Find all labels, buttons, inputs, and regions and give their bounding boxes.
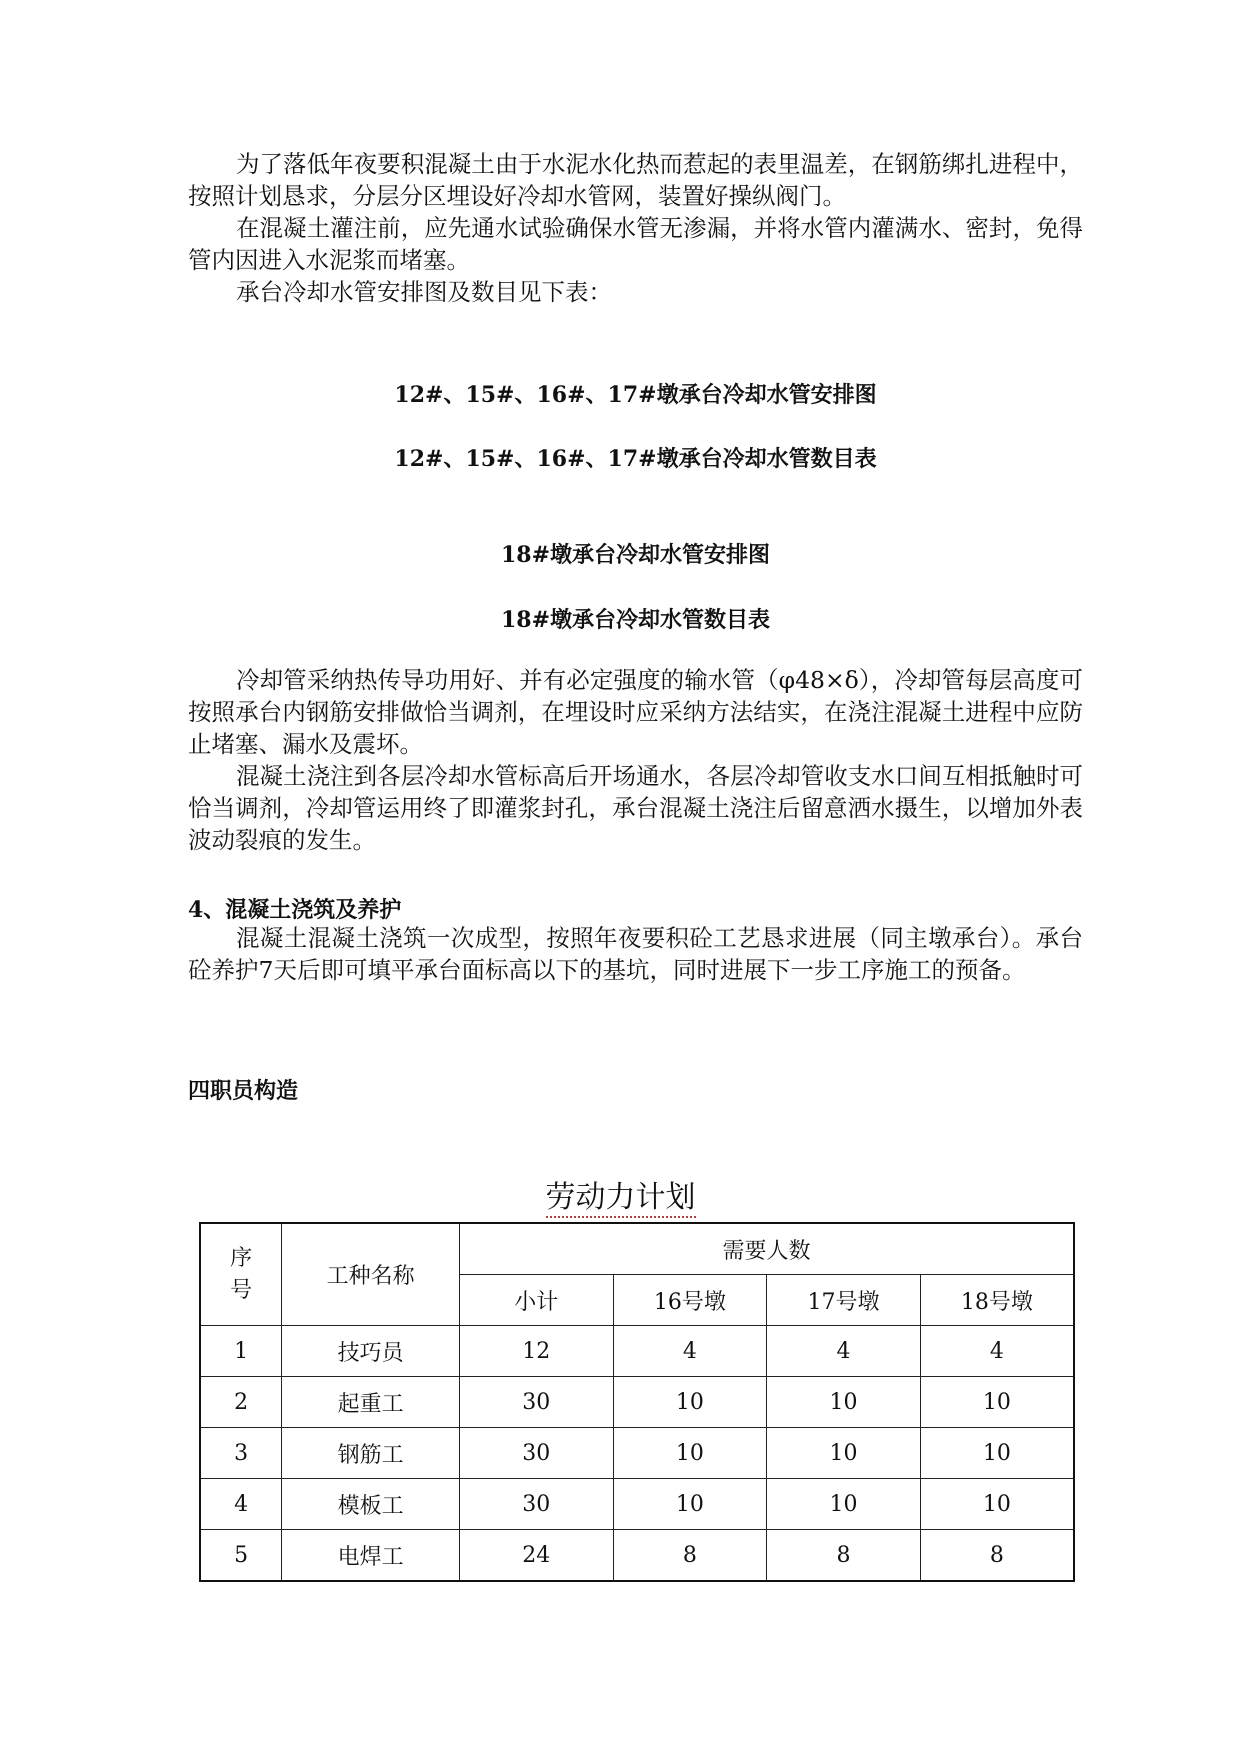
header-required: 需要人数 bbox=[459, 1223, 1074, 1275]
heading-layout-18: 18#墩承台冷却水管安排图 bbox=[500, 542, 771, 568]
table-row bbox=[200, 1530, 1074, 1582]
cell-trade: 技巧员 bbox=[282, 1326, 460, 1377]
cell-pier18: 8 bbox=[920, 1530, 1074, 1582]
cell-seq: 1 bbox=[200, 1326, 282, 1377]
cell-pier18: 10 bbox=[920, 1479, 1074, 1530]
cell-seq: 5 bbox=[200, 1530, 282, 1582]
cell-trade: 钢筋工 bbox=[282, 1428, 460, 1479]
table-header-row bbox=[200, 1223, 1074, 1275]
paragraph-water-circulation: 混凝土浇注到各层冷却水管标高后开场通水，各层冷却管收支水口间互相抵触时可恰当调剂，冷却管运用终了即灌浆封孔，承台混凝土浇注后留意洒水摄生，以增加外表波动裂痕的发生。 bbox=[188, 762, 1083, 854]
cell-pier18: 10 bbox=[920, 1428, 1074, 1479]
header-subtotal: 小计 bbox=[459, 1275, 613, 1326]
cell-subtotal: 30 bbox=[459, 1428, 613, 1479]
cell-pier17: 10 bbox=[767, 1479, 921, 1530]
paragraph-water-test: 在混凝土灌注前，应先通水试验确保水管无渗漏，并将水管内灌满水、密封，免得管内因进入水泥浆而堵塞。 bbox=[188, 214, 1083, 274]
cell-pier17: 10 bbox=[767, 1377, 921, 1428]
header-trade: 工种名称 bbox=[282, 1223, 460, 1326]
cell-subtotal: 12 bbox=[459, 1326, 613, 1377]
header-seq: 序号 bbox=[200, 1223, 282, 1326]
header-pier17: 17号墩 bbox=[767, 1275, 921, 1326]
cell-pier16: 8 bbox=[613, 1530, 767, 1582]
cell-pier18: 10 bbox=[920, 1377, 1074, 1428]
cell-pier17: 4 bbox=[767, 1326, 921, 1377]
cell-subtotal: 24 bbox=[459, 1530, 613, 1582]
section-heading-pouring: 4、混凝土浇筑及养护 bbox=[188, 897, 402, 923]
labor-plan-title: 劳动力计划 bbox=[0, 1172, 1241, 1216]
cell-pier17: 10 bbox=[767, 1428, 921, 1479]
cell-subtotal: 30 bbox=[459, 1377, 613, 1428]
paragraph-cooling-pipe-network: 为了落低年夜要积混凝土由于水泥水化热而惹起的表里温差，在钢筋绑扎进程中，按照计划恳求，分层分区埋设好冷却水管网，装置好操纵阀门。 bbox=[188, 150, 1083, 210]
table-row bbox=[200, 1377, 1074, 1428]
cell-pier16: 4 bbox=[613, 1326, 767, 1377]
heading-quantity-12-17: 12#、15#、16#、17#墩承台冷却水管数目表 bbox=[394, 446, 877, 472]
table-row bbox=[200, 1428, 1074, 1479]
cell-pier18: 4 bbox=[920, 1326, 1074, 1377]
cell-seq: 4 bbox=[200, 1479, 282, 1530]
table-row bbox=[200, 1479, 1074, 1530]
cell-trade: 电焊工 bbox=[282, 1530, 460, 1582]
cell-seq: 3 bbox=[200, 1428, 282, 1479]
section-heading-staff: 四职员构造 bbox=[188, 1078, 299, 1104]
header-pier18: 18号墩 bbox=[920, 1275, 1074, 1326]
paragraph-pouring-curing: 混凝土混凝土浇筑一次成型，按照年夜要积砼工艺恳求进展（同主墩承台）。承台砼养护7天后即可填平承台面标高以下的基坑，同时进展下一步工序施工的预备。 bbox=[188, 924, 1083, 984]
labor-plan-table bbox=[199, 1222, 1075, 1582]
cell-pier16: 10 bbox=[613, 1479, 767, 1530]
cell-subtotal: 30 bbox=[459, 1479, 613, 1530]
cell-seq: 2 bbox=[200, 1377, 282, 1428]
heading-layout-12-17: 12#、15#、16#、17#墩承台冷却水管安排图 bbox=[394, 382, 877, 408]
paragraph-cooling-pipe-spec: 冷却管采纳热传导功用好、并有必定强度的输水管（φ48×δ），冷却管每层高度可按照承台内钢筋安排做恰当调剂，在埋设时应采纳方法结实，在浇注混凝土进程中应防止堵塞、漏水及震坏。 bbox=[188, 666, 1083, 758]
paragraph-table-intro: 承台冷却水管安排图及数目见下表： bbox=[236, 278, 612, 306]
header-pier16: 16号墩 bbox=[613, 1275, 767, 1326]
table-row bbox=[200, 1326, 1074, 1377]
heading-quantity-18: 18#墩承台冷却水管数目表 bbox=[500, 607, 771, 633]
cell-trade: 起重工 bbox=[282, 1377, 460, 1428]
cell-pier16: 10 bbox=[613, 1377, 767, 1428]
cell-pier17: 8 bbox=[767, 1530, 921, 1582]
cell-trade: 模板工 bbox=[282, 1479, 460, 1530]
cell-pier16: 10 bbox=[613, 1428, 767, 1479]
